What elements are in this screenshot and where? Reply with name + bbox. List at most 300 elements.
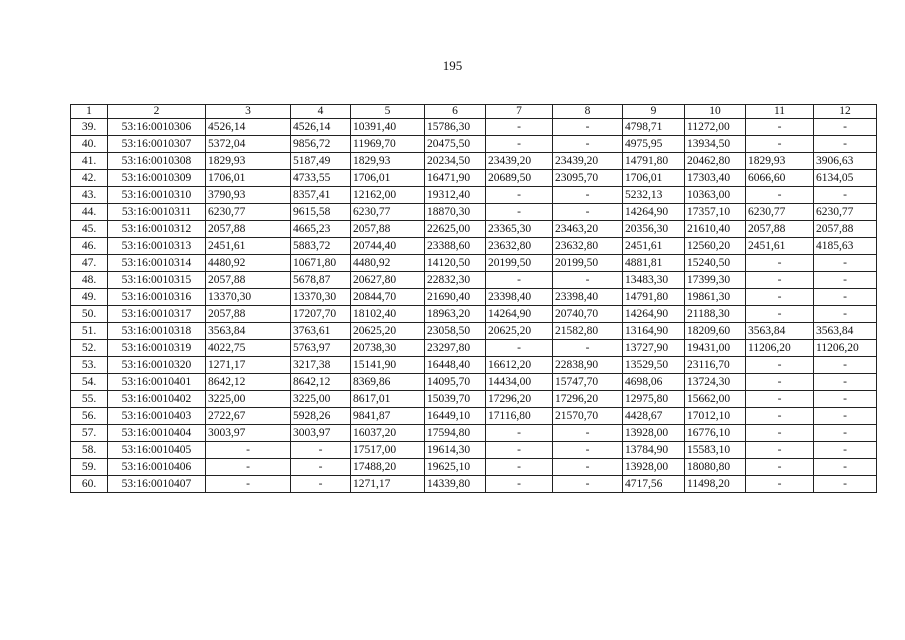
value-cell: 4526,14: [291, 119, 351, 136]
value-cell: 3790,93: [206, 187, 291, 204]
value-cell: 15747,70: [553, 374, 623, 391]
value-cell: 20199,50: [486, 255, 553, 272]
value-cell: -: [553, 442, 623, 459]
value-cell: 14264,90: [623, 204, 685, 221]
table-row: [71, 136, 877, 153]
value-cell: 6230,77: [351, 204, 425, 221]
cadastral-number-cell: 53:16:0010313: [108, 238, 206, 255]
value-cell: 2057,88: [814, 221, 877, 238]
row-number-cell: 52.: [71, 340, 108, 357]
value-cell: 11969,70: [351, 136, 425, 153]
value-cell: 17594,80: [425, 425, 486, 442]
value-cell: 2057,88: [351, 221, 425, 238]
column-header: 9: [623, 105, 685, 119]
value-cell: -: [746, 136, 814, 153]
value-cell: -: [814, 391, 877, 408]
value-cell: 14791,80: [623, 289, 685, 306]
value-cell: 3225,00: [206, 391, 291, 408]
value-cell: -: [814, 289, 877, 306]
value-cell: 6066,60: [746, 170, 814, 187]
value-cell: 21188,30: [685, 306, 746, 323]
value-cell: -: [486, 476, 553, 493]
cadastral-number-cell: 53:16:0010312: [108, 221, 206, 238]
value-cell: -: [814, 357, 877, 374]
value-cell: -: [553, 272, 623, 289]
table-row: [71, 170, 877, 187]
value-cell: 22838,90: [553, 357, 623, 374]
row-number-cell: 43.: [71, 187, 108, 204]
value-cell: -: [746, 272, 814, 289]
cadastral-number-cell: 53:16:0010402: [108, 391, 206, 408]
value-cell: 15662,00: [685, 391, 746, 408]
value-cell: 14095,70: [425, 374, 486, 391]
value-cell: -: [553, 476, 623, 493]
value-cell: 10363,00: [685, 187, 746, 204]
value-cell: -: [486, 187, 553, 204]
value-cell: 3563,84: [814, 323, 877, 340]
value-cell: 20234,50: [425, 153, 486, 170]
value-cell: -: [814, 272, 877, 289]
value-cell: 20844,70: [351, 289, 425, 306]
cadastral-number-cell: 53:16:0010317: [108, 306, 206, 323]
value-cell: 17207,70: [291, 306, 351, 323]
value-cell: 18963,20: [425, 306, 486, 323]
value-cell: 1271,17: [206, 357, 291, 374]
cadastral-number-cell: 53:16:0010314: [108, 255, 206, 272]
row-number-cell: 46.: [71, 238, 108, 255]
value-cell: 23439,20: [553, 153, 623, 170]
cadastral-number-cell: 53:16:0010306: [108, 119, 206, 136]
table-row: [71, 204, 877, 221]
value-cell: 23439,20: [486, 153, 553, 170]
value-cell: 17357,10: [685, 204, 746, 221]
table-row: [71, 289, 877, 306]
value-cell: 11498,20: [685, 476, 746, 493]
value-cell: 4185,63: [814, 238, 877, 255]
row-number-cell: 55.: [71, 391, 108, 408]
value-cell: 11206,20: [746, 340, 814, 357]
value-cell: 17399,30: [685, 272, 746, 289]
table-row: [71, 459, 877, 476]
value-cell: 3003,97: [206, 425, 291, 442]
value-cell: -: [486, 425, 553, 442]
value-cell: 4526,14: [206, 119, 291, 136]
value-cell: 1271,17: [351, 476, 425, 493]
value-cell: 21690,40: [425, 289, 486, 306]
value-cell: 23632,80: [553, 238, 623, 255]
value-cell: -: [814, 425, 877, 442]
value-cell: -: [746, 391, 814, 408]
value-cell: 13370,30: [206, 289, 291, 306]
value-cell: 12975,80: [623, 391, 685, 408]
cadastral-number-cell: 53:16:0010315: [108, 272, 206, 289]
row-number-cell: 40.: [71, 136, 108, 153]
value-cell: 3763,61: [291, 323, 351, 340]
value-cell: -: [206, 442, 291, 459]
value-cell: 4975,95: [623, 136, 685, 153]
value-cell: 20689,50: [486, 170, 553, 187]
value-cell: -: [553, 340, 623, 357]
value-cell: -: [486, 119, 553, 136]
value-cell: 16448,40: [425, 357, 486, 374]
value-cell: 2451,61: [623, 238, 685, 255]
row-number-cell: 54.: [71, 374, 108, 391]
table-row: [71, 119, 877, 136]
value-cell: 3563,84: [206, 323, 291, 340]
value-cell: 15786,30: [425, 119, 486, 136]
value-cell: -: [746, 289, 814, 306]
value-cell: 17517,00: [351, 442, 425, 459]
value-cell: 3225,00: [291, 391, 351, 408]
value-cell: -: [814, 306, 877, 323]
header-row: [71, 105, 877, 119]
value-cell: 23398,40: [553, 289, 623, 306]
value-cell: 19614,30: [425, 442, 486, 459]
value-cell: 14120,50: [425, 255, 486, 272]
table-row: [71, 374, 877, 391]
value-cell: 13483,30: [623, 272, 685, 289]
value-cell: 13724,30: [685, 374, 746, 391]
value-cell: 14791,80: [623, 153, 685, 170]
table-body: [71, 119, 877, 493]
value-cell: 4480,92: [351, 255, 425, 272]
value-cell: 13934,50: [685, 136, 746, 153]
value-cell: -: [486, 459, 553, 476]
cadastral-number-cell: 53:16:0010404: [108, 425, 206, 442]
value-cell: -: [746, 119, 814, 136]
value-cell: 2451,61: [206, 238, 291, 255]
value-cell: 12560,20: [685, 238, 746, 255]
value-cell: 3563,84: [746, 323, 814, 340]
value-cell: -: [814, 187, 877, 204]
value-cell: 11272,00: [685, 119, 746, 136]
column-header: 5: [351, 105, 425, 119]
value-cell: 13928,00: [623, 425, 685, 442]
cadastral-number-cell: 53:16:0010310: [108, 187, 206, 204]
value-cell: 5232,13: [623, 187, 685, 204]
value-cell: 23297,80: [425, 340, 486, 357]
row-number-cell: 58.: [71, 442, 108, 459]
value-cell: 23365,30: [486, 221, 553, 238]
value-cell: 20356,30: [623, 221, 685, 238]
value-cell: 13164,90: [623, 323, 685, 340]
value-cell: 2057,88: [206, 221, 291, 238]
value-cell: 5763,97: [291, 340, 351, 357]
value-cell: -: [746, 425, 814, 442]
row-number-cell: 59.: [71, 459, 108, 476]
value-cell: -: [291, 459, 351, 476]
column-header: 11: [746, 105, 814, 119]
value-cell: 1706,01: [206, 170, 291, 187]
value-cell: 16612,20: [486, 357, 553, 374]
value-cell: 23632,80: [486, 238, 553, 255]
data-table: [70, 104, 877, 493]
cadastral-number-cell: 53:16:0010316: [108, 289, 206, 306]
row-number-cell: 48.: [71, 272, 108, 289]
row-number-cell: 60.: [71, 476, 108, 493]
row-number-cell: 42.: [71, 170, 108, 187]
cadastral-number-cell: 53:16:0010406: [108, 459, 206, 476]
value-cell: 18080,80: [685, 459, 746, 476]
cadastral-number-cell: 53:16:0010320: [108, 357, 206, 374]
value-cell: 19625,10: [425, 459, 486, 476]
value-cell: 8357,41: [291, 187, 351, 204]
value-cell: 6134,05: [814, 170, 877, 187]
value-cell: 4733,55: [291, 170, 351, 187]
value-cell: 20199,50: [553, 255, 623, 272]
value-cell: 20627,80: [351, 272, 425, 289]
value-cell: 19861,30: [685, 289, 746, 306]
value-cell: 9856,72: [291, 136, 351, 153]
value-cell: 6230,77: [814, 204, 877, 221]
value-cell: 2057,88: [206, 272, 291, 289]
table-row: [71, 306, 877, 323]
value-cell: 18102,40: [351, 306, 425, 323]
value-cell: 18209,60: [685, 323, 746, 340]
value-cell: 4717,56: [623, 476, 685, 493]
value-cell: 19431,00: [685, 340, 746, 357]
value-cell: 16776,10: [685, 425, 746, 442]
value-cell: 2057,88: [206, 306, 291, 323]
row-number-cell: 47.: [71, 255, 108, 272]
value-cell: 14264,90: [486, 306, 553, 323]
value-cell: 21610,40: [685, 221, 746, 238]
value-cell: -: [746, 442, 814, 459]
row-number-cell: 50.: [71, 306, 108, 323]
value-cell: 5678,87: [291, 272, 351, 289]
value-cell: 9841,87: [351, 408, 425, 425]
value-cell: 3217,38: [291, 357, 351, 374]
value-cell: -: [814, 374, 877, 391]
value-cell: 2722,67: [206, 408, 291, 425]
column-header: 10: [685, 105, 746, 119]
value-cell: -: [206, 476, 291, 493]
value-cell: 16471,90: [425, 170, 486, 187]
value-cell: -: [553, 204, 623, 221]
value-cell: 23398,40: [486, 289, 553, 306]
column-header: 4: [291, 105, 351, 119]
value-cell: 23116,70: [685, 357, 746, 374]
value-cell: 23095,70: [553, 170, 623, 187]
value-cell: 20744,40: [351, 238, 425, 255]
value-cell: 20475,50: [425, 136, 486, 153]
cadastral-number-cell: 53:16:0010403: [108, 408, 206, 425]
value-cell: 2057,88: [746, 221, 814, 238]
value-cell: 8369,86: [351, 374, 425, 391]
table-row: [71, 391, 877, 408]
value-cell: -: [814, 119, 877, 136]
value-cell: -: [746, 255, 814, 272]
value-cell: 21570,70: [553, 408, 623, 425]
value-cell: 19312,40: [425, 187, 486, 204]
row-number-cell: 49.: [71, 289, 108, 306]
value-cell: 14434,00: [486, 374, 553, 391]
value-cell: 11206,20: [814, 340, 877, 357]
value-cell: -: [814, 408, 877, 425]
cadastral-number-cell: 53:16:0010319: [108, 340, 206, 357]
value-cell: 17296,20: [486, 391, 553, 408]
value-cell: 23058,50: [425, 323, 486, 340]
value-cell: 10671,80: [291, 255, 351, 272]
table-row: [71, 255, 877, 272]
value-cell: 17012,10: [685, 408, 746, 425]
value-cell: 8642,12: [291, 374, 351, 391]
value-cell: -: [553, 459, 623, 476]
column-header: 6: [425, 105, 486, 119]
value-cell: 13928,00: [623, 459, 685, 476]
value-cell: 22625,00: [425, 221, 486, 238]
value-cell: 13784,90: [623, 442, 685, 459]
value-cell: 3003,97: [291, 425, 351, 442]
value-cell: -: [746, 306, 814, 323]
value-cell: -: [746, 357, 814, 374]
value-cell: 17303,40: [685, 170, 746, 187]
value-cell: 1829,93: [351, 153, 425, 170]
value-cell: 4480,92: [206, 255, 291, 272]
value-cell: 4022,75: [206, 340, 291, 357]
value-cell: 2451,61: [746, 238, 814, 255]
table-row: [71, 323, 877, 340]
value-cell: -: [291, 476, 351, 493]
value-cell: 8617,01: [351, 391, 425, 408]
cadastral-number-cell: 53:16:0010307: [108, 136, 206, 153]
column-header: 8: [553, 105, 623, 119]
value-cell: 17488,20: [351, 459, 425, 476]
table-row: [71, 238, 877, 255]
row-number-cell: 57.: [71, 425, 108, 442]
value-cell: 14264,90: [623, 306, 685, 323]
value-cell: 4798,71: [623, 119, 685, 136]
value-cell: 22832,30: [425, 272, 486, 289]
table-row: [71, 357, 877, 374]
value-cell: -: [746, 459, 814, 476]
column-header: 3: [206, 105, 291, 119]
table-row: [71, 272, 877, 289]
value-cell: -: [746, 374, 814, 391]
value-cell: 20625,20: [351, 323, 425, 340]
value-cell: 23463,20: [553, 221, 623, 238]
row-number-cell: 41.: [71, 153, 108, 170]
column-header: 12: [814, 105, 877, 119]
value-cell: 5928,26: [291, 408, 351, 425]
value-cell: -: [291, 442, 351, 459]
value-cell: 6230,77: [746, 204, 814, 221]
row-number-cell: 39.: [71, 119, 108, 136]
value-cell: 15240,50: [685, 255, 746, 272]
column-header: 1: [71, 105, 108, 119]
value-cell: -: [814, 136, 877, 153]
value-cell: -: [814, 255, 877, 272]
column-header: 2: [108, 105, 206, 119]
value-cell: -: [746, 476, 814, 493]
value-cell: 1706,01: [351, 170, 425, 187]
table-row: [71, 425, 877, 442]
value-cell: 21582,80: [553, 323, 623, 340]
value-cell: -: [486, 272, 553, 289]
value-cell: -: [486, 136, 553, 153]
value-cell: 1829,93: [206, 153, 291, 170]
value-cell: 14339,80: [425, 476, 486, 493]
value-cell: -: [206, 459, 291, 476]
cadastral-number-cell: 53:16:0010407: [108, 476, 206, 493]
value-cell: 15583,10: [685, 442, 746, 459]
value-cell: 13529,50: [623, 357, 685, 374]
table-row: [71, 408, 877, 425]
value-cell: 4428,67: [623, 408, 685, 425]
value-cell: 8642,12: [206, 374, 291, 391]
table-row: [71, 340, 877, 357]
value-cell: -: [553, 136, 623, 153]
value-cell: 20738,30: [351, 340, 425, 357]
value-cell: 17296,20: [553, 391, 623, 408]
value-cell: -: [553, 187, 623, 204]
value-cell: 20462,80: [685, 153, 746, 170]
cadastral-number-cell: 53:16:0010308: [108, 153, 206, 170]
row-number-cell: 53.: [71, 357, 108, 374]
cadastral-number-cell: 53:16:0010309: [108, 170, 206, 187]
table-row: [71, 476, 877, 493]
page-number: 195: [442, 58, 463, 73]
row-number-cell: 51.: [71, 323, 108, 340]
value-cell: 23388,60: [425, 238, 486, 255]
value-cell: 13370,30: [291, 289, 351, 306]
value-cell: 16449,10: [425, 408, 486, 425]
value-cell: -: [486, 204, 553, 221]
value-cell: 4698,06: [623, 374, 685, 391]
value-cell: 15039,70: [425, 391, 486, 408]
value-cell: 12162,00: [351, 187, 425, 204]
value-cell: 18870,30: [425, 204, 486, 221]
value-cell: 3906,63: [814, 153, 877, 170]
value-cell: -: [746, 408, 814, 425]
value-cell: 5187,49: [291, 153, 351, 170]
table-row: [71, 442, 877, 459]
cadastral-number-cell: 53:16:0010405: [108, 442, 206, 459]
value-cell: -: [486, 340, 553, 357]
cadastral-number-cell: 53:16:0010311: [108, 204, 206, 221]
value-cell: -: [814, 459, 877, 476]
cadastral-number-cell: 53:16:0010401: [108, 374, 206, 391]
value-cell: 4665,23: [291, 221, 351, 238]
value-cell: 15141,90: [351, 357, 425, 374]
row-number-cell: 56.: [71, 408, 108, 425]
value-cell: 5372,04: [206, 136, 291, 153]
table-row: [71, 187, 877, 204]
value-cell: -: [746, 187, 814, 204]
value-cell: 9615,58: [291, 204, 351, 221]
row-number-cell: 45.: [71, 221, 108, 238]
row-number-cell: 44.: [71, 204, 108, 221]
value-cell: 1829,93: [746, 153, 814, 170]
value-cell: -: [814, 442, 877, 459]
value-cell: 20740,70: [553, 306, 623, 323]
table-row: [71, 153, 877, 170]
value-cell: -: [486, 442, 553, 459]
value-cell: 16037,20: [351, 425, 425, 442]
value-cell: 6230,77: [206, 204, 291, 221]
value-cell: 10391,40: [351, 119, 425, 136]
value-cell: 5883,72: [291, 238, 351, 255]
value-cell: 20625,20: [486, 323, 553, 340]
value-cell: 17116,80: [486, 408, 553, 425]
value-cell: -: [553, 119, 623, 136]
table-row: [71, 221, 877, 238]
value-cell: -: [814, 476, 877, 493]
cadastral-number-cell: 53:16:0010318: [108, 323, 206, 340]
value-cell: 1706,01: [623, 170, 685, 187]
value-cell: 4881,81: [623, 255, 685, 272]
value-cell: -: [553, 425, 623, 442]
